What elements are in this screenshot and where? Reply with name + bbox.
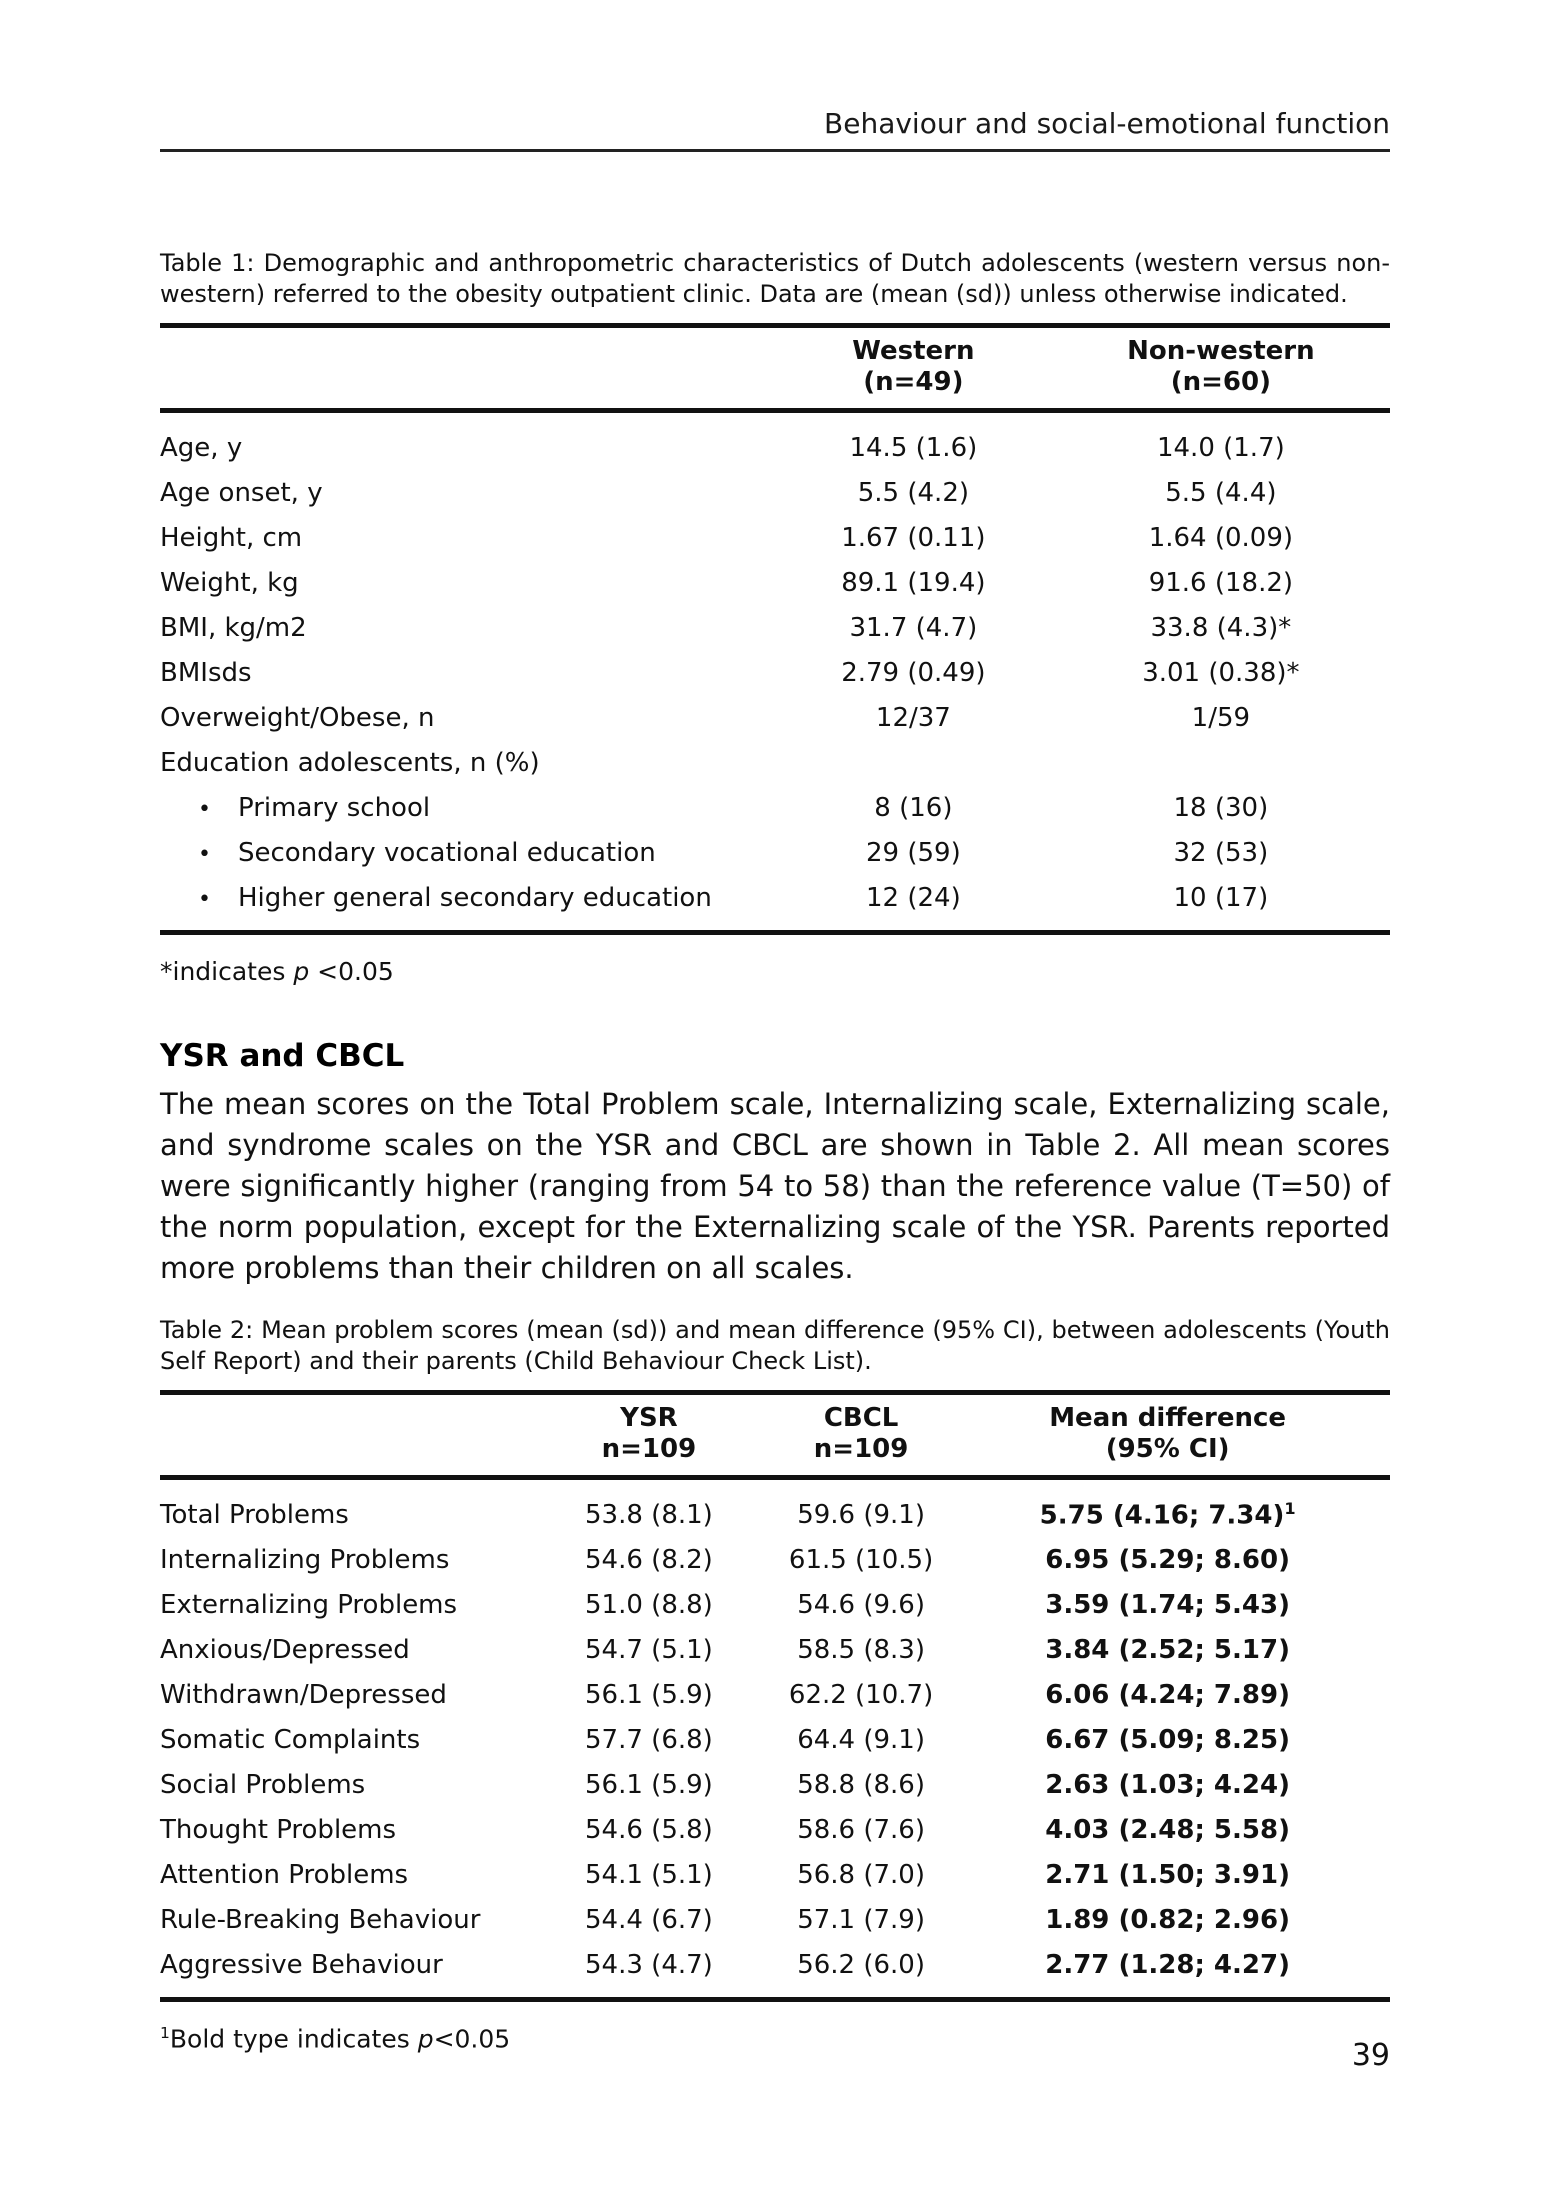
table-row <box>160 1852 1390 1897</box>
table1-caption: Table 1: Demographic and anthropometric characteristics of Dutch adolescents (western versus non-western) referred to the obesity outpatient clinic. Data are (mean (sd)) unless otherwise indicated. <box>160 249 1390 308</box>
table-row <box>160 830 1390 875</box>
table-row <box>160 1478 1390 1538</box>
table-row <box>160 695 1390 740</box>
row-label: Somatic Complaints <box>160 1724 421 1755</box>
table-row <box>160 470 1390 515</box>
ysr-value: 51.0 (8.8) <box>585 1589 713 1620</box>
western-value: 29 (59) <box>866 837 961 868</box>
meandiff-header-line2: (95% CI) <box>1105 1434 1230 1464</box>
cbcl-value: 54.6 (9.6) <box>797 1589 925 1620</box>
table-row <box>160 650 1390 695</box>
nonwestern-value: 18 (30) <box>1173 792 1269 823</box>
table-row <box>160 1762 1390 1807</box>
row-label: Attention Problems <box>160 1859 409 1890</box>
bullet-icon: • <box>198 841 211 867</box>
western-value: 12/37 <box>875 702 951 733</box>
table-row <box>160 1717 1390 1762</box>
nonwestern-header-line1: Non-western <box>1127 336 1315 366</box>
nonwestern-value: 1/59 <box>1191 702 1251 733</box>
nonwestern-value: 33.8 (4.3)* <box>1150 612 1292 643</box>
cbcl-value: 56.2 (6.0) <box>797 1949 925 1980</box>
nonwestern-value: 1.64 (0.09) <box>1148 522 1294 553</box>
nonwestern-header-line2: (n=60) <box>1170 367 1271 397</box>
row-label-text: Age onset, y <box>160 477 323 508</box>
table2-ysr-header <box>566 1393 732 1478</box>
row-label: Total Problems <box>160 1499 349 1530</box>
row-label <box>160 605 775 650</box>
ysr-value: 57.7 (6.8) <box>585 1724 713 1755</box>
ysr-value: 54.6 (8.2) <box>585 1544 713 1575</box>
ysr-value: 54.6 (5.8) <box>585 1814 713 1845</box>
table2-footnote <box>160 2024 1390 2053</box>
nonwestern-value: 14.0 (1.7) <box>1156 432 1285 463</box>
cbcl-value: 58.8 (8.6) <box>797 1769 925 1800</box>
table2-cbcl-header <box>732 1393 990 1478</box>
western-value: 14.5 (1.6) <box>849 432 978 463</box>
western-value: 12 (24) <box>866 882 961 913</box>
nonwestern-value: 32 (53) <box>1173 837 1269 868</box>
table-row <box>160 560 1390 605</box>
western-value: 8 (16) <box>874 792 953 823</box>
ysr-value: 53.8 (8.1) <box>585 1499 713 1530</box>
meandiff-value: 4.03 (2.48; 5.58) <box>1045 1814 1290 1845</box>
table2-footnote-p: p <box>417 2024 434 2054</box>
table1-footnote <box>160 957 1390 986</box>
bullet-icon: • <box>198 886 211 912</box>
table-row <box>160 875 1390 933</box>
meandiff-value: 3.59 (1.74; 5.43) <box>1045 1589 1290 1620</box>
ysr-value: 56.1 (5.9) <box>585 1679 713 1710</box>
cbcl-value: 56.8 (7.0) <box>797 1859 925 1890</box>
row-label <box>160 830 775 875</box>
row-label: Externalizing Problems <box>160 1589 458 1620</box>
row-label: Aggressive Behaviour <box>160 1949 443 1980</box>
table2-footnote-sup: 1 <box>160 2024 170 2042</box>
row-label: Internalizing Problems <box>160 1544 450 1575</box>
table-row <box>160 411 1390 471</box>
western-value: 5.5 (4.2) <box>857 477 969 508</box>
table1-header-row <box>160 326 1390 411</box>
cbcl-value: 57.1 (7.9) <box>797 1904 925 1935</box>
row-label-text: Overweight/Obese, n <box>160 702 435 733</box>
ysr-value: 54.4 (6.7) <box>585 1904 713 1935</box>
table-row <box>160 740 1390 785</box>
cbcl-value: 61.5 (10.5) <box>788 1544 934 1575</box>
table-row <box>160 515 1390 560</box>
table2-footnote-prefix: Bold type indicates <box>169 2024 418 2054</box>
running-header-text: Behaviour and social-emotional function <box>824 107 1390 140</box>
row-label: Social Problems <box>160 1769 366 1800</box>
ysr-value: 56.1 (5.9) <box>585 1769 713 1800</box>
nonwestern-value: 91.6 (18.2) <box>1148 567 1294 598</box>
table1-footnote-suffix: <0.05 <box>309 957 394 986</box>
western-value <box>775 740 1052 785</box>
table1-empty-header <box>160 326 775 411</box>
row-label: Anxious/Depressed <box>160 1634 410 1665</box>
row-label-text: Height, cm <box>160 522 303 553</box>
table-row <box>160 605 1390 650</box>
row-label-text: BMIsds <box>160 657 252 688</box>
significance-superscript: 1 <box>1284 1498 1296 1518</box>
nonwestern-value: 3.01 (0.38)* <box>1142 657 1300 688</box>
table-row <box>160 1807 1390 1852</box>
table1-body <box>160 411 1390 933</box>
row-label-text: Education adolescents, n (%) <box>160 747 540 778</box>
nonwestern-value: 10 (17) <box>1173 882 1269 913</box>
meandiff-value: 6.06 (4.24; 7.89) <box>1045 1679 1290 1710</box>
western-header-line2: (n=49) <box>863 367 964 397</box>
cbcl-value: 58.5 (8.3) <box>797 1634 925 1665</box>
ysr-header-line2: n=109 <box>601 1434 697 1464</box>
table2-caption: Table 2: Mean problem scores (mean (sd)) and mean difference (95% CI), between adolescents (Youth Self Report) and their parents (Child Behaviour Check List). <box>160 1316 1390 1375</box>
row-label <box>160 785 775 830</box>
row-label-text: Secondary vocational education <box>238 837 656 868</box>
ysr-header-line1: YSR <box>620 1403 678 1433</box>
table-row <box>160 1672 1390 1717</box>
table2-body <box>160 1478 1390 2000</box>
table1-footnote-prefix: *indicates <box>160 957 294 986</box>
bullet-icon: • <box>198 796 211 822</box>
row-label <box>160 875 775 933</box>
row-label-text: Weight, kg <box>160 567 299 598</box>
section-heading: YSR and CBCL <box>160 1038 405 1074</box>
meandiff-value: 2.77 (1.28; 4.27) <box>1045 1949 1290 1980</box>
meandiff-value: 6.95 (5.29; 8.60) <box>1045 1544 1290 1575</box>
cbcl-value: 58.6 (7.6) <box>797 1814 925 1845</box>
row-label <box>160 695 775 740</box>
western-value: 1.67 (0.11) <box>841 522 986 553</box>
meandiff-value: 5.75 (4.16; 7.34)$^1$ <box>1039 1498 1296 1531</box>
nonwestern-value <box>1052 740 1390 785</box>
table-row <box>160 1627 1390 1672</box>
row-label: Rule-Breaking Behaviour <box>160 1904 481 1935</box>
row-label <box>160 560 775 605</box>
table-row <box>160 1942 1390 2000</box>
table1 <box>160 323 1390 935</box>
meandiff-value: 2.71 (1.50; 3.91) <box>1045 1859 1290 1890</box>
western-header-line1: Western <box>852 336 975 366</box>
table2 <box>160 1390 1390 2002</box>
row-label: Thought Problems <box>160 1814 397 1845</box>
cbcl-value: 59.6 (9.1) <box>797 1499 925 1530</box>
row-label-text: Primary school <box>238 792 431 823</box>
ysr-value: 54.1 (5.1) <box>585 1859 713 1890</box>
table-row <box>160 1582 1390 1627</box>
table2-empty-header <box>160 1393 566 1478</box>
ysr-value: 54.7 (5.1) <box>585 1634 713 1665</box>
cbcl-header-line1: CBCL <box>823 1403 899 1433</box>
table1-footnote-p: p <box>293 957 310 986</box>
meandiff-header-line1: Mean difference <box>1049 1403 1287 1433</box>
nonwestern-value: 5.5 (4.4) <box>1165 477 1277 508</box>
meandiff-value: 3.84 (2.52; 5.17) <box>1045 1634 1290 1665</box>
row-label <box>160 740 775 785</box>
table2-header-row <box>160 1393 1390 1478</box>
table1-western-header <box>775 326 1052 411</box>
table2-meandiff-header <box>990 1393 1390 1478</box>
section-paragraph: The mean scores on the Total Problem scale, Internalizing scale, Externalizing scale, and syndrome scales on the YSR and CBCL are shown in Table 2. All mean scores were significantly higher (ranging from 54 to 58) than the reference value (T=50) of the norm population, except for the Externalizing scale of the YSR. Parents reported more problems than their children on all scales. <box>160 1087 1390 1285</box>
table-row <box>160 1537 1390 1582</box>
running-header <box>160 0 1390 140</box>
row-label <box>160 411 775 471</box>
row-label <box>160 650 775 695</box>
page-number: 39 <box>1351 2038 1390 2073</box>
row-label: Withdrawn/Depressed <box>160 1679 447 1710</box>
row-label <box>160 470 775 515</box>
meandiff-value: 2.63 (1.03; 4.24) <box>1045 1769 1290 1800</box>
western-value: 2.79 (0.49) <box>841 657 986 688</box>
table-row <box>160 1897 1390 1942</box>
table2-footnote-suffix: <0.05 <box>433 2024 511 2054</box>
table-row <box>160 785 1390 830</box>
cbcl-value: 62.2 (10.7) <box>788 1679 934 1710</box>
row-label-text: Age, y <box>160 432 243 463</box>
meandiff-value: 6.67 (5.09; 8.25) <box>1045 1724 1290 1755</box>
row-label <box>160 515 775 560</box>
header-rule <box>160 149 1390 152</box>
row-label-text: BMI, kg/m2 <box>160 612 307 643</box>
row-label-text: Higher general secondary education <box>238 882 712 913</box>
table1-nonwestern-header <box>1052 326 1390 411</box>
meandiff-value: 1.89 (0.82; 2.96) <box>1045 1904 1290 1935</box>
page-content <box>160 0 1390 2053</box>
western-value: 89.1 (19.4) <box>841 567 986 598</box>
ysr-value: 54.3 (4.7) <box>585 1949 713 1980</box>
cbcl-value: 64.4 (9.1) <box>797 1724 925 1755</box>
cbcl-header-line2: n=109 <box>813 1434 909 1464</box>
western-value: 31.7 (4.7) <box>849 612 978 643</box>
